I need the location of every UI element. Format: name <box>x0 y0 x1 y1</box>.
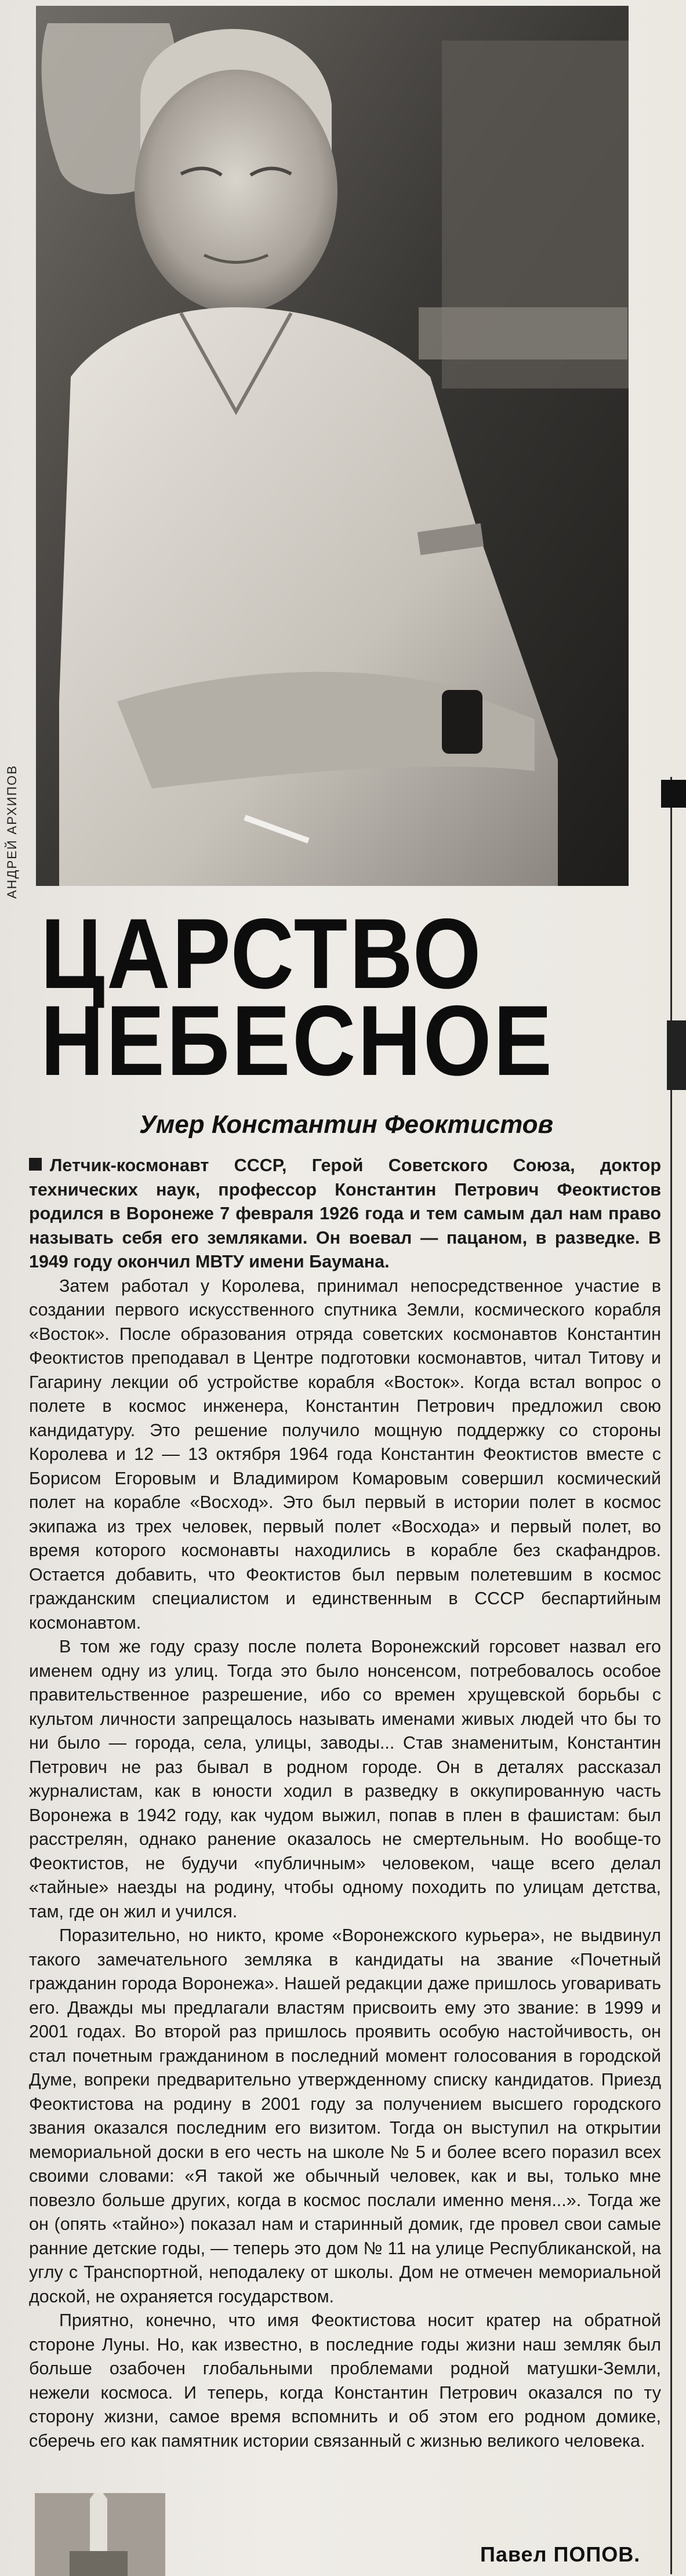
small-photo <box>35 2493 165 2576</box>
lead-text: Летчик-космонавт СССР, Герой Советского Союза, доктор технических наук, профессор Константин Петрович Феоктистов родился в Воронеже 7 февраля 1926 года и тем самым дал нам право называть себя его земляками. Он воевал — пацаном, в разведке. В 1949 году окончил МВТУ имени Баумана. <box>29 1156 661 1271</box>
author-signature: Павел ПОПОВ. <box>480 2542 641 2566</box>
paragraph: Приятно, конечно, что имя Феоктистова носит кратер на обратной стороне Луны. Но, как известно, в последние годы жизни наш земляк был больше озабочен глобальными проблемами родной матушки-Земли, нежели космоса. И теперь, когда Константин Петрович оказался по ту сторону жизни, самое время вспомнить и об этом его родном домике, сберечь его как памятник истории связанный с жизнью великого человека. <box>29 2310 661 2451</box>
article-body <box>29 1154 661 2453</box>
small-photo-illustration <box>35 2493 165 2576</box>
adjacent-column-marker-lower <box>667 1020 686 1090</box>
paragraph: В том же году сразу после полета Воронежский горсовет назвал его именем одну из улиц. Тогда это было нонсенсом, потребовалось особое правительственное разрешение, ибо со времен хрущевской борьбы с культом личности запрещалось называть именами живых людей что бы то ни было — города, села, улицы, заводы... Став знаменитым, Константин Петрович не раз бывал в родном городе. Он в деталях рассказал журналистам, как в юности ходил в разведку в оккупированную часть Воронежа в 1942 году, как чудом выжил, попав в плен в фашистам: был расстрелян, однако ранение оказалось не смертельным. Но вообще-то Феоктистов, не будучи «публичным» человеком, чаще всего делал «тайные» наезды на родину, чтобы одному походить по улицам детства, там, где он жил и учился. <box>29 1637 661 1921</box>
portrait-illustration <box>36 6 629 886</box>
subheadline: Умер Константин Феоктистов <box>139 1110 554 1139</box>
paragraph: Затем работал у Королева, принимал непосредственное участие в создании первого искусственного спутника Земли, космического корабля «Восток». После образования отряда советских космонавтов Константин Феоктистов преподавал в Центре подготовки космонавтов, читал Титову и Гагарину лекции об устройстве корабля «Восток». Когда встал вопрос о полете в космос инженера, Константин Петрович предложил свою кандидатуру. Это решение получило мощную поддержку со стороны Королева и 12 — 13 октября 1964 года Константин Феоктистов вместе с Борисом Егоровым и Владимиром Комаровым совершил космический полет на корабле «Восход». Это был первый в истории полет в космос экипажа из трех человек, первый полет «Восхода» и первый полет, во время которого космонавты находились в корабле без скафандров. Остается добавить, что Феоктистов был первым полетевшим в космос гражданским специалистом и единственным в СССР беспартийным космонавтом. <box>29 1276 661 1633</box>
portrait-photo <box>36 6 629 886</box>
headline-line-2: НЕБЕСНОЕ <box>41 985 554 1096</box>
photo-credit-text: АНДРЕЙ АРХИПОВ <box>5 764 19 899</box>
lead-paragraph <box>29 1154 661 1274</box>
face-shape <box>135 70 337 313</box>
bullet-square-icon <box>29 1158 42 1171</box>
photo-credit <box>5 725 28 899</box>
headline-line-1: ЦАРСТВО <box>41 898 483 1009</box>
adjacent-column-marker <box>661 780 686 808</box>
paragraph: Поразительно, но никто, кроме «Воронежского курьера», не выдвинул такого замечательного земляка в кандидаты на звание «Почетный гражданин города Воронежа». Нашей редакции даже пришлось уговаривать его. Дважды мы предлагали властям присвоить ему это звание: в 1999 и 2001 годах. Во второй раз пришлось проявить особую настойчивость, он стал почетным гражданином в последний момент голосования в городской Думе, вопреки предварительно утвержденному списку кандидатов. Приезд Феоктистова на родину в 2001 году за получением высшего городского звания оказался последним его визитом. Тогда он выступил на открытии мемориальной доски в его честь на школе № 5 и более всего поразил всех своими словами: «Я такой же обычный человек, как и вы, только мне повезло больше других, когда в космос послали именно меня...». Тогда же он (опять «тайно») показал нам и старинный домик, где провел свои самые ранние детские годы, — теперь это дом № 11 на улице Республиканской, на углу с Транспортной, неподалеку от школы. Дом не отмечен мемориальной доской, не охраняется государством. <box>29 1925 661 2306</box>
headline <box>41 898 571 1096</box>
